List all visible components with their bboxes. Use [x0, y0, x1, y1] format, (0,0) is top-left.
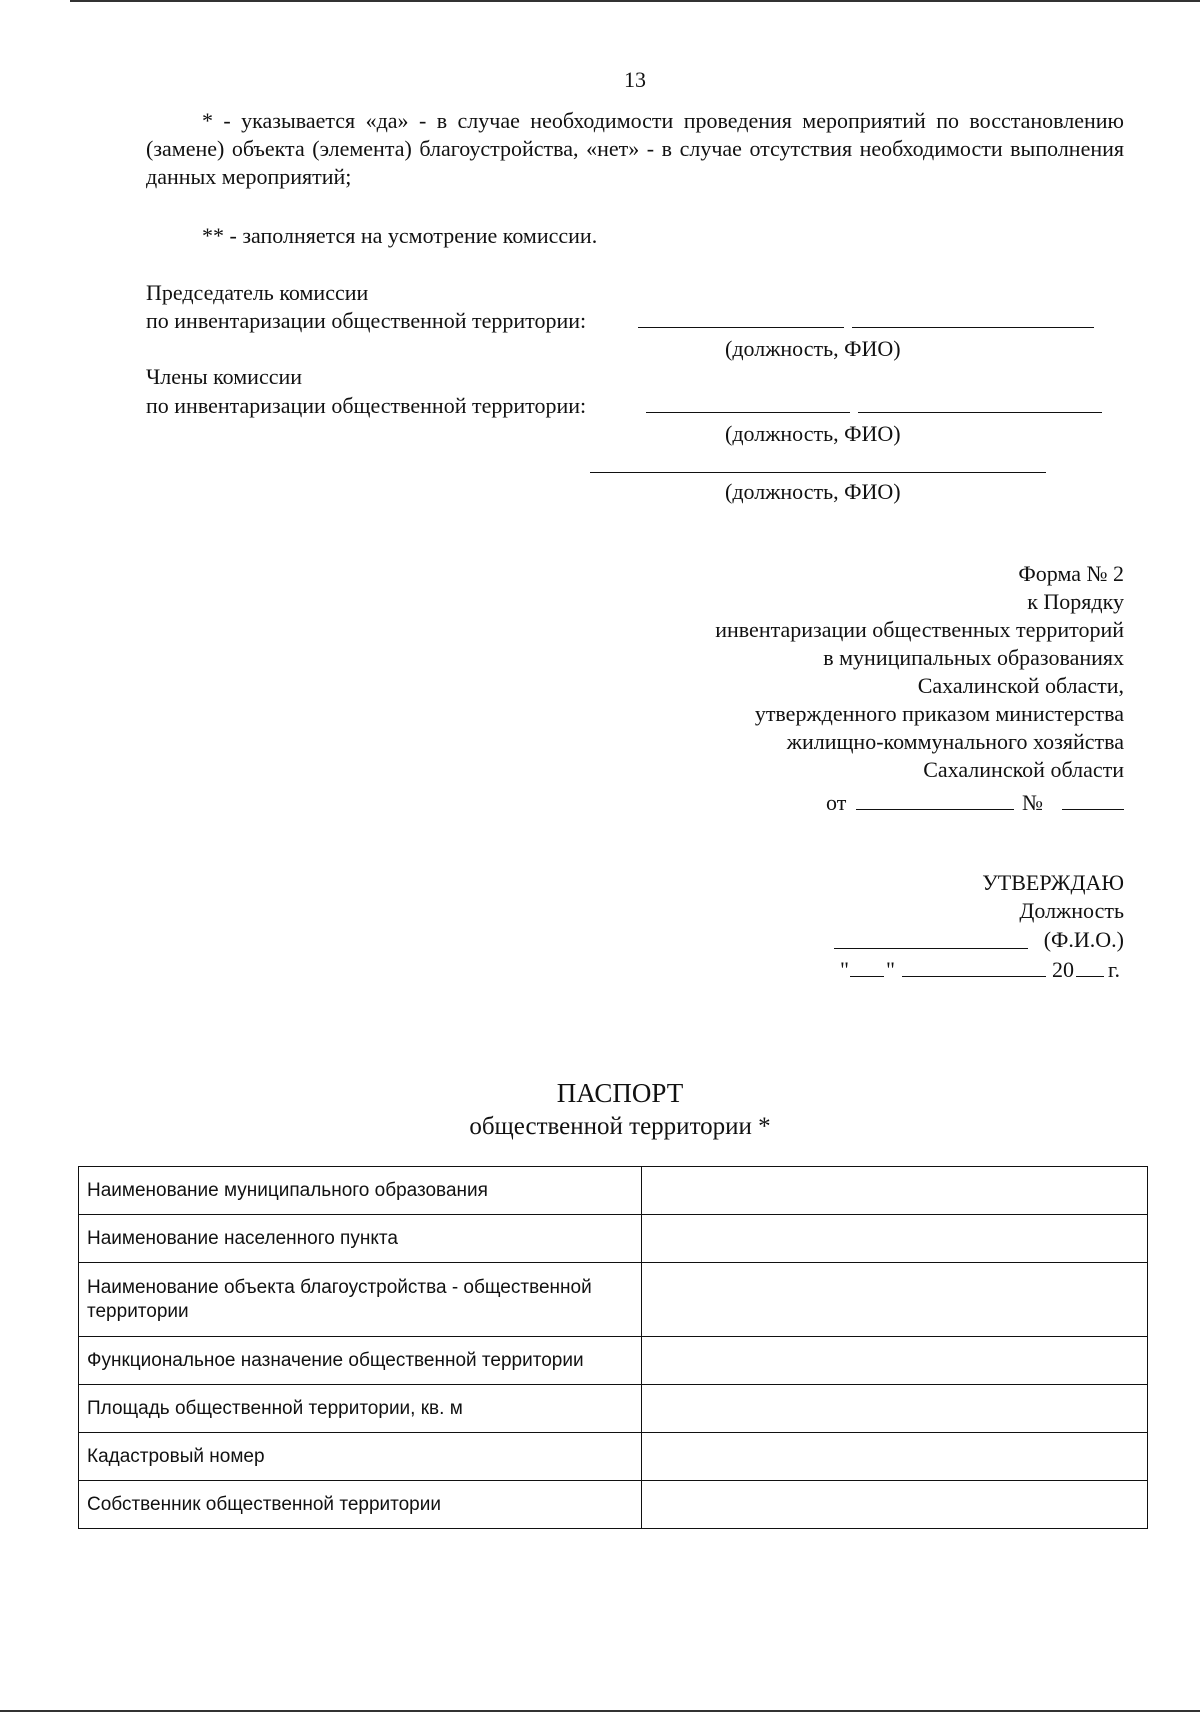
- row-label: Наименование населенного пункта: [79, 1215, 642, 1263]
- year-prefix: 20: [1052, 957, 1074, 982]
- form-header: [564, 560, 1124, 784]
- year-suffix: г.: [1108, 957, 1121, 982]
- order-date-line: [856, 809, 1014, 810]
- form-header-line: утвержденного приказом министерства: [754, 701, 1124, 726]
- passport-table: [78, 1166, 1148, 1529]
- passport-subtitle: общественной территории *: [469, 1113, 771, 1140]
- number-label: №: [1022, 790, 1043, 815]
- members-label-line2: по инвентаризации общественной территории:: [146, 393, 587, 418]
- date-quote-close: ": [886, 957, 895, 982]
- row-label: Функциональное назначение общественной территории: [79, 1337, 642, 1385]
- table-row: [79, 1337, 1148, 1385]
- form-header-line: Форма № 2: [1018, 561, 1124, 586]
- approval-position: Должность: [1019, 898, 1124, 923]
- date-day-line: [850, 976, 884, 977]
- row-value-cell[interactable]: [642, 1385, 1148, 1433]
- chairman-name-line: [852, 327, 1094, 328]
- date-quote-open: ": [840, 957, 849, 982]
- form-header-line: в муниципальных образованиях: [823, 645, 1124, 670]
- table-row: [79, 1481, 1148, 1529]
- page-bottom-border: [0, 1710, 1200, 1712]
- date-year-line: [1076, 976, 1104, 977]
- chairman-label-line2: по инвентаризации общественной территории:: [146, 308, 587, 333]
- member1-position-line: [646, 412, 850, 413]
- row-value-cell[interactable]: [642, 1337, 1148, 1385]
- row-label: Наименование объекта благоустройства - общественной территории: [79, 1263, 642, 1337]
- approval-title: УТВЕРЖДАЮ: [982, 870, 1124, 895]
- approval-fio: (Ф.И.О.): [1043, 927, 1124, 952]
- form-header-line: к Порядку: [1027, 589, 1124, 614]
- table-row: [79, 1433, 1148, 1481]
- row-value-cell[interactable]: [642, 1215, 1148, 1263]
- from-label: от: [826, 790, 847, 815]
- members-label: Члены комиссии: [146, 364, 303, 389]
- form-header-line: Сахалинской области: [923, 757, 1124, 782]
- table-row: [79, 1215, 1148, 1263]
- row-label: Площадь общественной территории, кв. м: [79, 1385, 642, 1433]
- table-row: [79, 1167, 1148, 1215]
- page-number: 13: [624, 67, 646, 92]
- date-month-line: [902, 976, 1046, 977]
- footnote-two: ** - заполняется на усмотрение комиссии.: [202, 223, 598, 248]
- row-label: Кадастровый номер: [79, 1433, 642, 1481]
- row-label: Наименование муниципального образования: [79, 1167, 642, 1215]
- chairman-label: Председатель комиссии: [146, 280, 369, 305]
- passport-title: ПАСПОРТ: [556, 1078, 684, 1108]
- member2-signature-line: [590, 472, 1046, 473]
- form-header-line: Сахалинской области,: [917, 673, 1124, 698]
- row-label: Собственник общественной территории: [79, 1481, 642, 1529]
- approval-signature-line: [834, 948, 1028, 949]
- row-value-cell[interactable]: [642, 1263, 1148, 1337]
- row-value-cell[interactable]: [642, 1167, 1148, 1215]
- footnote-one: * - указывается «да» - в случае необходимости проведения мероприятий по восстановлению (замене) объекта (элемента) благоустройства, «нет» - в случае отсутствия необходимости выполнения данных мероприятий;: [146, 108, 1124, 189]
- form-header-line: жилищно-коммунального хозяйства: [786, 729, 1124, 754]
- order-number-line: [1062, 809, 1124, 810]
- member1-caption: (должность, ФИО): [725, 421, 901, 446]
- chairman-caption: (должность, ФИО): [725, 336, 901, 361]
- page-top-border: [70, 0, 1200, 2]
- table-row: [79, 1385, 1148, 1433]
- member2-caption: (должность, ФИО): [725, 479, 901, 504]
- row-value-cell[interactable]: [642, 1433, 1148, 1481]
- row-value-cell[interactable]: [642, 1481, 1148, 1529]
- table-row: [79, 1263, 1148, 1337]
- chairman-position-line: [638, 327, 844, 328]
- form-header-line: инвентаризации общественных территорий: [715, 617, 1124, 642]
- member1-name-line: [858, 412, 1102, 413]
